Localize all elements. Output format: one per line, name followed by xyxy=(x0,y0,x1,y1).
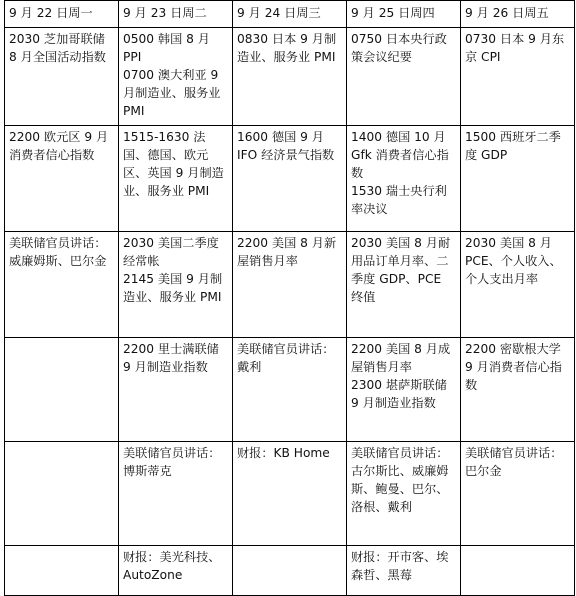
event-text: 1515-1630 法国、德国、欧元区、英国 9 月制造业、服务业 PMI xyxy=(123,130,224,198)
event-text: 2200 美国 8 月成屋销售月率 xyxy=(351,342,451,374)
table-row xyxy=(5,126,575,232)
header-friday: 9 月 26 日周五 xyxy=(461,1,575,28)
calendar-body xyxy=(5,28,575,596)
event-text: 1600 德国 9 月 IFO 经济景气指数 xyxy=(237,130,335,162)
table-row xyxy=(5,546,575,596)
event-cell xyxy=(233,28,347,126)
event-text: 1400 德国 10 月 Gfk 消费者信心指数 xyxy=(351,130,449,180)
event-text: 美联储官员讲话：戴利 xyxy=(237,342,335,374)
event-cell xyxy=(347,338,461,442)
event-cell xyxy=(347,442,461,546)
event-text: 2200 美国 8 月新屋销售月率 xyxy=(237,236,337,268)
table-row xyxy=(5,232,575,338)
event-text: 2200 密歇根大学 9 月消费者信心指数 xyxy=(465,342,562,392)
table-row xyxy=(5,442,575,546)
event-cell xyxy=(461,126,575,232)
event-cell xyxy=(233,442,347,546)
calendar-header xyxy=(5,1,575,28)
event-cell xyxy=(461,338,575,442)
event-text: 2200 欧元区 9 月消费者信心指数 xyxy=(9,130,109,162)
event-text: 美联储官员讲话：威廉姆斯、巴尔金 xyxy=(9,236,107,268)
event-cell xyxy=(233,338,347,442)
event-cell xyxy=(347,28,461,126)
event-cell xyxy=(119,338,233,442)
event-cell xyxy=(119,28,233,126)
event-text: 1530 瑞士央行利率决议 xyxy=(351,184,447,216)
event-cell xyxy=(5,338,119,442)
event-cell xyxy=(347,546,461,596)
event-cell xyxy=(233,126,347,232)
event-text: 财报：KB Home xyxy=(237,446,330,460)
event-text: 0750 日本央行政策会议纪要 xyxy=(351,32,447,64)
event-cell xyxy=(119,126,233,232)
event-text: 2200 里士满联储 9 月制造业指数 xyxy=(123,342,219,374)
header-thursday: 9 月 25 日周四 xyxy=(347,1,461,28)
header-tuesday: 9 月 23 日周二 xyxy=(119,1,233,28)
event-cell xyxy=(5,546,119,596)
event-text: 1500 西班牙二季度 GDP xyxy=(465,130,561,162)
event-cell xyxy=(233,546,347,596)
table-row xyxy=(5,28,575,126)
event-text: 0500 韩国 8 月 PPI xyxy=(123,32,210,64)
event-text: 财报：美光科技、AutoZone xyxy=(123,550,221,582)
event-cell xyxy=(119,232,233,338)
event-text: 2030 美国 8 月耐用品订单月率、二季度 GDP、PCE 终值 xyxy=(351,236,451,304)
event-cell xyxy=(119,442,233,546)
event-text: 0700 澳大利亚 9 月制造业、服务业 PMI xyxy=(123,68,221,118)
header-monday: 9 月 22 日周一 xyxy=(5,1,119,28)
event-cell xyxy=(461,442,575,546)
table-row xyxy=(5,338,575,442)
header-wednesday: 9 月 24 日周三 xyxy=(233,1,347,28)
event-cell xyxy=(5,442,119,546)
event-cell xyxy=(347,232,461,338)
event-cell xyxy=(461,28,575,126)
event-cell xyxy=(233,232,347,338)
event-text: 2030 芝加哥联储 8 月全国活动指数 xyxy=(9,32,106,64)
event-cell xyxy=(5,232,119,338)
event-cell xyxy=(5,28,119,126)
event-cell xyxy=(347,126,461,232)
event-text: 2300 堪萨斯联储 9 月制造业指数 xyxy=(351,378,447,410)
event-text: 2145 美国 9 月制造业、服务业 PMI xyxy=(123,272,223,304)
event-text: 2030 美国二季度经常帐 xyxy=(123,236,219,268)
event-cell xyxy=(461,546,575,596)
event-text: 美联储官员讲话：古尔斯比、威廉姆斯、鲍曼、巴尔、洛根、戴利 xyxy=(351,446,449,514)
event-text: 财报：开市客、埃森哲、黑莓 xyxy=(351,550,449,582)
event-cell xyxy=(5,126,119,232)
event-text: 0730 日本 9 月东京 CPI xyxy=(465,32,565,64)
event-cell xyxy=(119,546,233,596)
event-text: 美联储官员讲话：博斯蒂克 xyxy=(123,446,221,478)
economic-calendar-table xyxy=(4,0,575,596)
event-text: 0830 日本 9 月制造业、服务业 PMI xyxy=(237,32,337,64)
header-row xyxy=(5,1,575,28)
event-text: 美联储官员讲话：巴尔金 xyxy=(465,446,563,478)
event-text: 2030 美国 8 月 PCE、个人收入、个人支出月率 xyxy=(465,236,562,286)
event-cell xyxy=(461,232,575,338)
